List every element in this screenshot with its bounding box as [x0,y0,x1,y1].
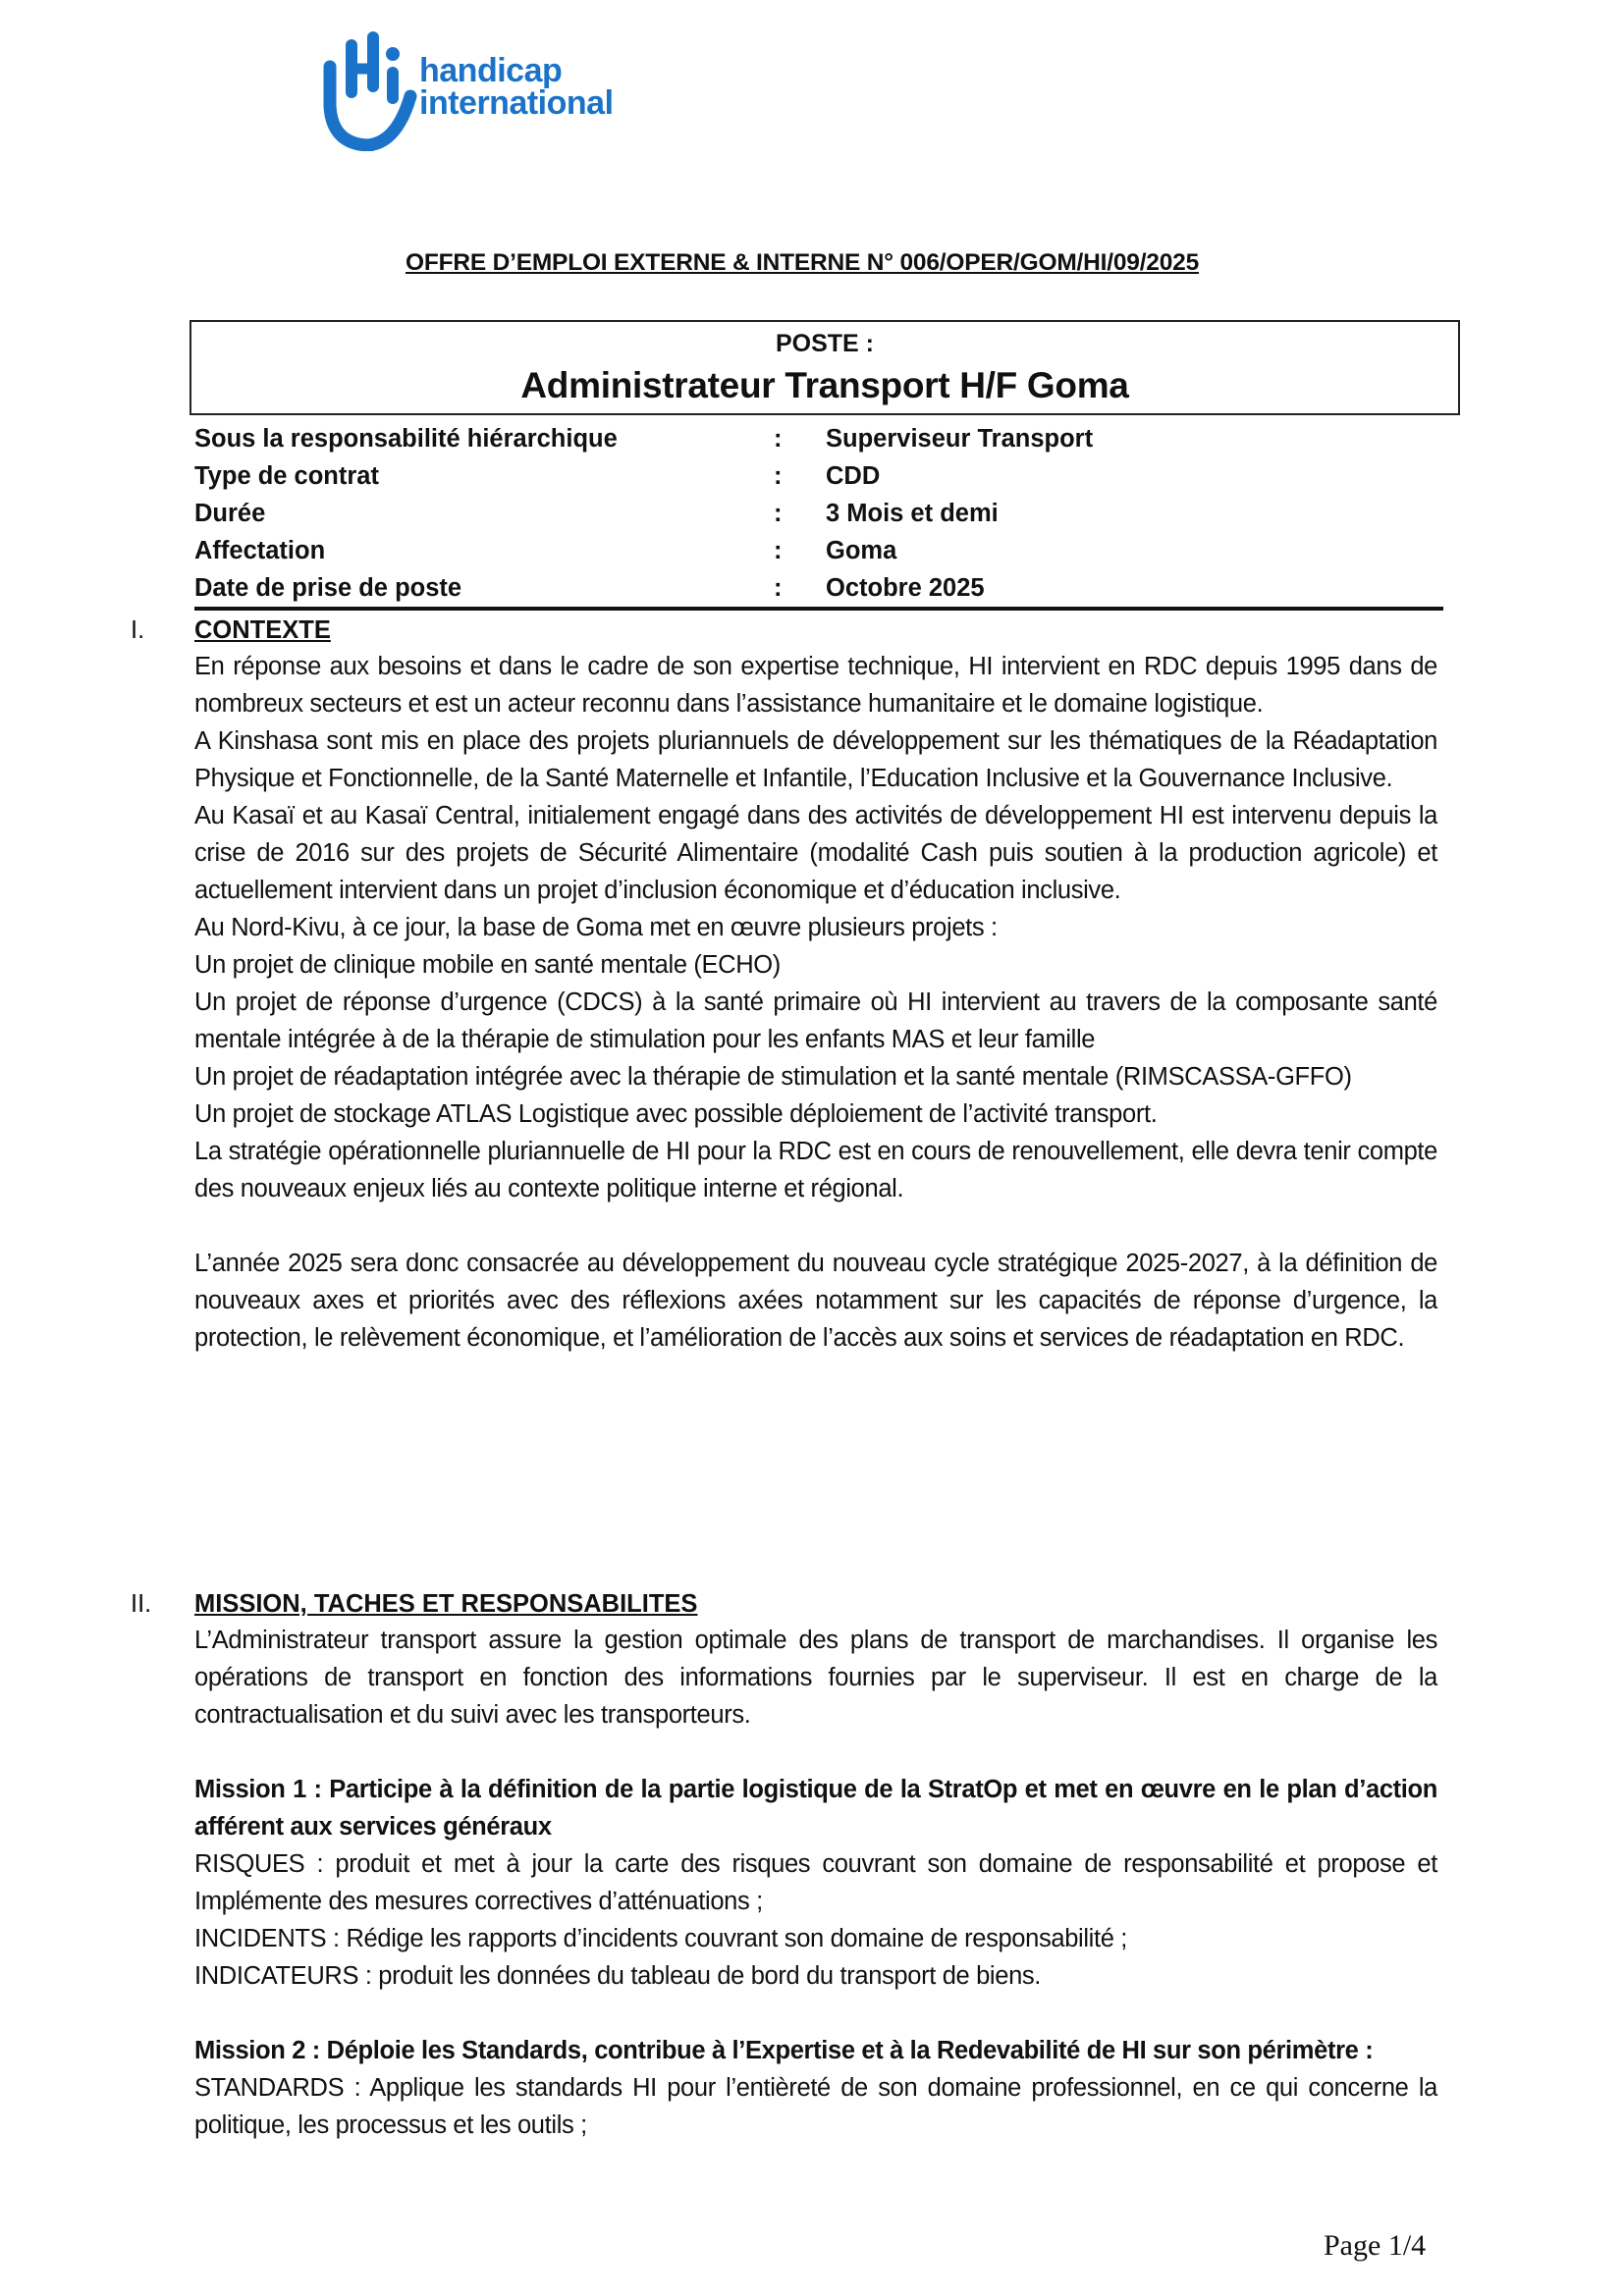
paragraph: En réponse aux besoins et dans le cadre de son expertise technique, HI intervient en RDC depuis 1995 dans de nombreux secteurs et est un acteur reconnu dans l’assistance humanitaire et le domaine logistique. [194,653,1437,718]
info-label: Sous la responsabilité hiérarchique [194,425,618,453]
divider [194,607,1443,611]
info-value: CDD [826,462,881,490]
paragraph: Un projet de réadaptation intégrée avec la thérapie de stimulation et la santé mentale (RIMSCASSA-GFFO) [194,1063,1352,1091]
paragraph: Au Nord-Kivu, à ce jour, la base de Goma met en œuvre plusieurs projets : [194,914,998,941]
info-row-duration [194,495,1451,532]
paragraph: Au Kasaï et au Kasaï Central, initialement engagé dans des activités de développement HI est intervenu depuis la crise de 2016 sur des projets de Sécurité Alimentaire (modalité Cash puis soutien à la production agricole) et actuellement intervient dans un projet d’inclusion économique et d’éducation inclusive. [194,802,1437,904]
section-number: II. [131,1590,152,1618]
poste-label: POSTE : [775,330,874,357]
section-heading: MISSION, TACHES ET RESPONSABILITES [194,1590,698,1618]
page-number: Page 1/4 [1324,2229,1427,2262]
poste-title: Administrateur Transport H/F Goma [520,365,1129,405]
logo-line-2: international [419,84,614,122]
info-label: Affectation [194,537,326,564]
mission-1-title: Mission 1 : Participe à la définition de la partie logistique de la StratOp et met en œuvre en le plan d’action afférent aux services généraux [194,1776,1437,1841]
paragraph: L’année 2025 sera donc consacrée au développement du nouveau cycle stratégique 2025-2027, à la définition de nouveaux axes et priorités avec des réflexions axées notamment sur les capacités de réponse d’urgence, la protection, le relèvement économique, et l’amélioration de l’accès aux soins et services de réadaptation en RDC. [194,1250,1437,1352]
info-row-contract-type [194,457,1451,495]
section-contexte-body [194,648,1437,1357]
poste-box [189,320,1460,415]
info-value: Superviseur Transport [826,425,1094,453]
hi-hand-icon [320,27,418,151]
info-value: 3 Mois et demi [826,500,999,527]
mission-2-title: Mission 2 : Déploie les Standards, contribue à l’Expertise et à la Redevabilité de HI sur son périmètre : [194,2037,1374,2064]
section-number: I. [131,616,145,644]
blank-line [194,1207,1437,1245]
info-separator: : [774,462,783,490]
mission-item: RISQUES : produit et met à jour la carte des risques couvrant son domaine de responsabilité et propose et Implémente des mesures correctives d’atténuations ; [194,1850,1437,1915]
info-separator: : [774,500,783,527]
handicap-international-logo [320,27,654,151]
offer-title: OFFRE D’EMPLOI EXTERNE & INTERNE N° 006/OPER/GOM/HI/09/2025 [405,249,1200,276]
blank-line [194,1995,1437,2032]
paragraph: Un projet de réponse d’urgence (CDCS) à la santé primaire où HI intervient au travers de la composante santé mentale intégrée à de la thérapie de stimulation pour les enfants MAS et leur famille [194,988,1437,1053]
info-label: Date de prise de poste [194,574,462,602]
job-info-table [194,420,1451,607]
info-value: Goma [826,537,897,564]
section-heading: CONTEXTE [194,616,331,644]
paragraph: La stratégie opérationnelle pluriannuelle de HI pour la RDC est en cours de renouvellement, elle devra tenir compte des nouveaux enjeux liés au contexte politique interne et régional. [194,1138,1437,1202]
info-separator: : [774,574,783,602]
info-row-assignment [194,532,1451,569]
info-label: Durée [194,500,266,527]
paragraph: A Kinshasa sont mis en place des projets pluriannuels de développement sur les thématiques de la Réadaptation Physique et Fonctionnelle, de la Santé Maternelle et Infantile, l’Education Inclusive et la Gouvernance Inclusive. [194,727,1437,792]
logo-wordmark [419,52,614,122]
info-row-supervisor [194,420,1451,457]
info-label: Type de contrat [194,462,379,490]
info-separator: : [774,537,783,564]
mission-item: STANDARDS : Applique les standards HI pour l’entièreté de son domaine professionnel, en ce qui concerne la politique, les processus et les outils ; [194,2074,1437,2139]
mission-item: INCIDENTS : Rédige les rapports d’incidents couvrant son domaine de responsabilité ; [194,1925,1128,1952]
info-value: Octobre 2025 [826,574,985,602]
logo-line-1: handicap [419,52,563,89]
section-mission-body [194,1622,1437,2144]
paragraph: Un projet de stockage ATLAS Logistique avec possible déploiement de l’activité transport. [194,1100,1158,1128]
blank-line [194,1734,1437,1771]
info-separator: : [774,425,783,453]
paragraph: Un projet de clinique mobile en santé mentale (ECHO) [194,951,781,979]
paragraph: L’Administrateur transport assure la gestion optimale des plans de transport de marchandises. Il organise les opérations de transport en fonction des informations fournies par le superviseur. Il est en charge de la contractualisation et du suivi avec les transporteurs. [194,1627,1437,1729]
mission-item: INDICATEURS : produit les données du tableau de bord du transport de biens. [194,1962,1042,1990]
info-row-start-date [194,569,1451,607]
